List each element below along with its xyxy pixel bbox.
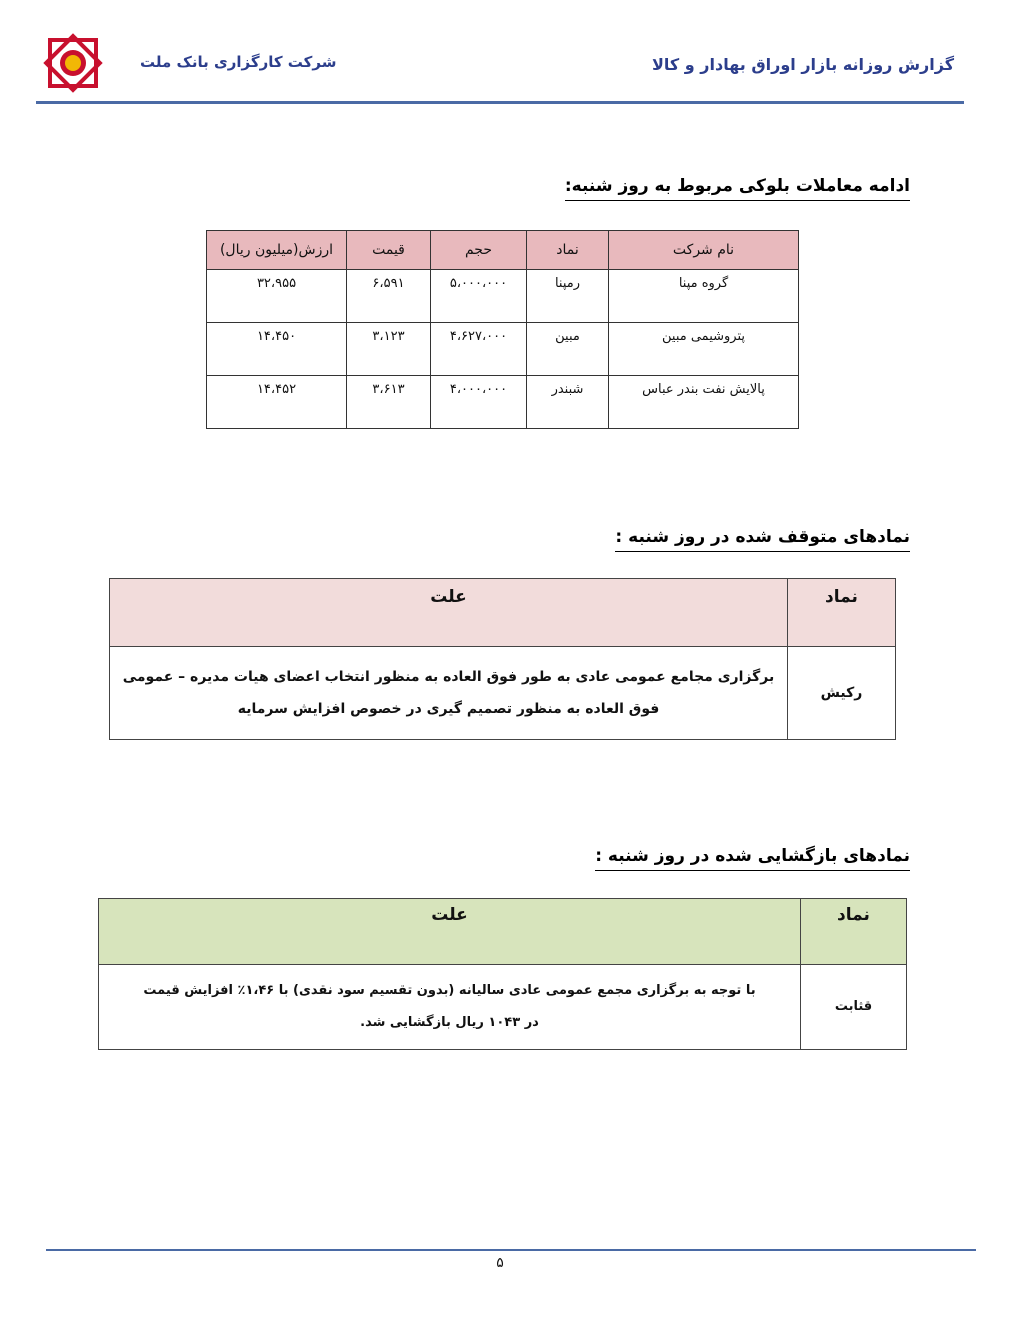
cell-value: ۱۴،۴۵۰ bbox=[207, 323, 347, 376]
table-row bbox=[207, 376, 799, 429]
col-symbol: نماد bbox=[527, 231, 609, 270]
table-row bbox=[99, 965, 907, 1050]
cell-symbol: رکیش bbox=[788, 647, 896, 740]
cell-price: ۳،۶۱۳ bbox=[347, 376, 431, 429]
report-title: گزارش روزانه بازار اوراق بهادار و کالا bbox=[651, 55, 954, 74]
table-row bbox=[207, 323, 799, 376]
col-symbol: نماد bbox=[788, 579, 896, 647]
bank-mellat-logo bbox=[40, 30, 106, 96]
block-trades-table bbox=[206, 230, 799, 429]
cell-volume: ۴،۶۲۷،۰۰۰ bbox=[431, 323, 527, 376]
cell-volume: ۴،۰۰۰،۰۰۰ bbox=[431, 376, 527, 429]
col-reason: علت bbox=[99, 899, 801, 965]
cell-value: ۱۴،۴۵۲ bbox=[207, 376, 347, 429]
col-symbol: نماد bbox=[801, 899, 907, 965]
table-row bbox=[207, 270, 799, 323]
cell-company: گروه مپنا bbox=[609, 270, 799, 323]
cell-symbol: شبندر bbox=[527, 376, 609, 429]
block-trades-heading: ادامه معاملات بلوکی مربوط به روز شنبه: bbox=[410, 176, 910, 196]
table-header-row bbox=[110, 579, 896, 647]
col-volume: حجم bbox=[431, 231, 527, 270]
reopened-symbols-table bbox=[98, 898, 907, 1050]
cell-company: پتروشیمی مبین bbox=[609, 323, 799, 376]
cell-symbol: قثابت bbox=[801, 965, 907, 1050]
reason-line: در ۱۰۴۳ ریال بازگشایی شد. bbox=[360, 1015, 539, 1030]
cell-volume: ۵،۰۰۰،۰۰۰ bbox=[431, 270, 527, 323]
cell-reason bbox=[99, 965, 801, 1050]
col-value: ارزش(میلیون ریال) bbox=[207, 231, 347, 270]
reason-line: فوق العاده به منظور تصمیم گیری در خصوص افزایش سرمایه bbox=[237, 701, 660, 717]
reason-line: با توجه به برگزاری مجمع عمومی عادی سالیانه (بدون تقسیم سود نقدی) با ۱،۴۶٪ افزایش قیمت bbox=[143, 983, 756, 998]
table-row bbox=[110, 647, 896, 740]
cell-symbol: مبین bbox=[527, 323, 609, 376]
col-company-name: نام شرکت bbox=[609, 231, 799, 270]
cell-price: ۶،۵۹۱ bbox=[347, 270, 431, 323]
cell-value: ۳۲،۹۵۵ bbox=[207, 270, 347, 323]
header-divider bbox=[36, 101, 964, 104]
brand-name: شرکت کارگزاری بانک ملت bbox=[140, 53, 337, 71]
reason-line: برگزاری مجامع عمومی عادی به طور فوق العاده به منظور انتخاب اعضای هیات مدیره – عمومی bbox=[122, 669, 775, 685]
cell-reason bbox=[110, 647, 788, 740]
footer-divider bbox=[46, 1249, 976, 1251]
cell-symbol: رمپنا bbox=[527, 270, 609, 323]
col-price: قیمت bbox=[347, 231, 431, 270]
table-header-row bbox=[207, 231, 799, 270]
reopened-symbols-heading: نمادهای بازگشایی شده در روز شنبه : bbox=[410, 846, 910, 866]
page-number: ۵ bbox=[496, 1255, 504, 1271]
halted-symbols-heading: نمادهای متوقف شده در روز شنبه : bbox=[410, 527, 910, 547]
table-header-row bbox=[99, 899, 907, 965]
col-reason: علت bbox=[110, 579, 788, 647]
halted-symbols-table bbox=[109, 578, 896, 740]
cell-company: پالایش نفت بندر عباس bbox=[609, 376, 799, 429]
cell-price: ۳،۱۲۳ bbox=[347, 323, 431, 376]
